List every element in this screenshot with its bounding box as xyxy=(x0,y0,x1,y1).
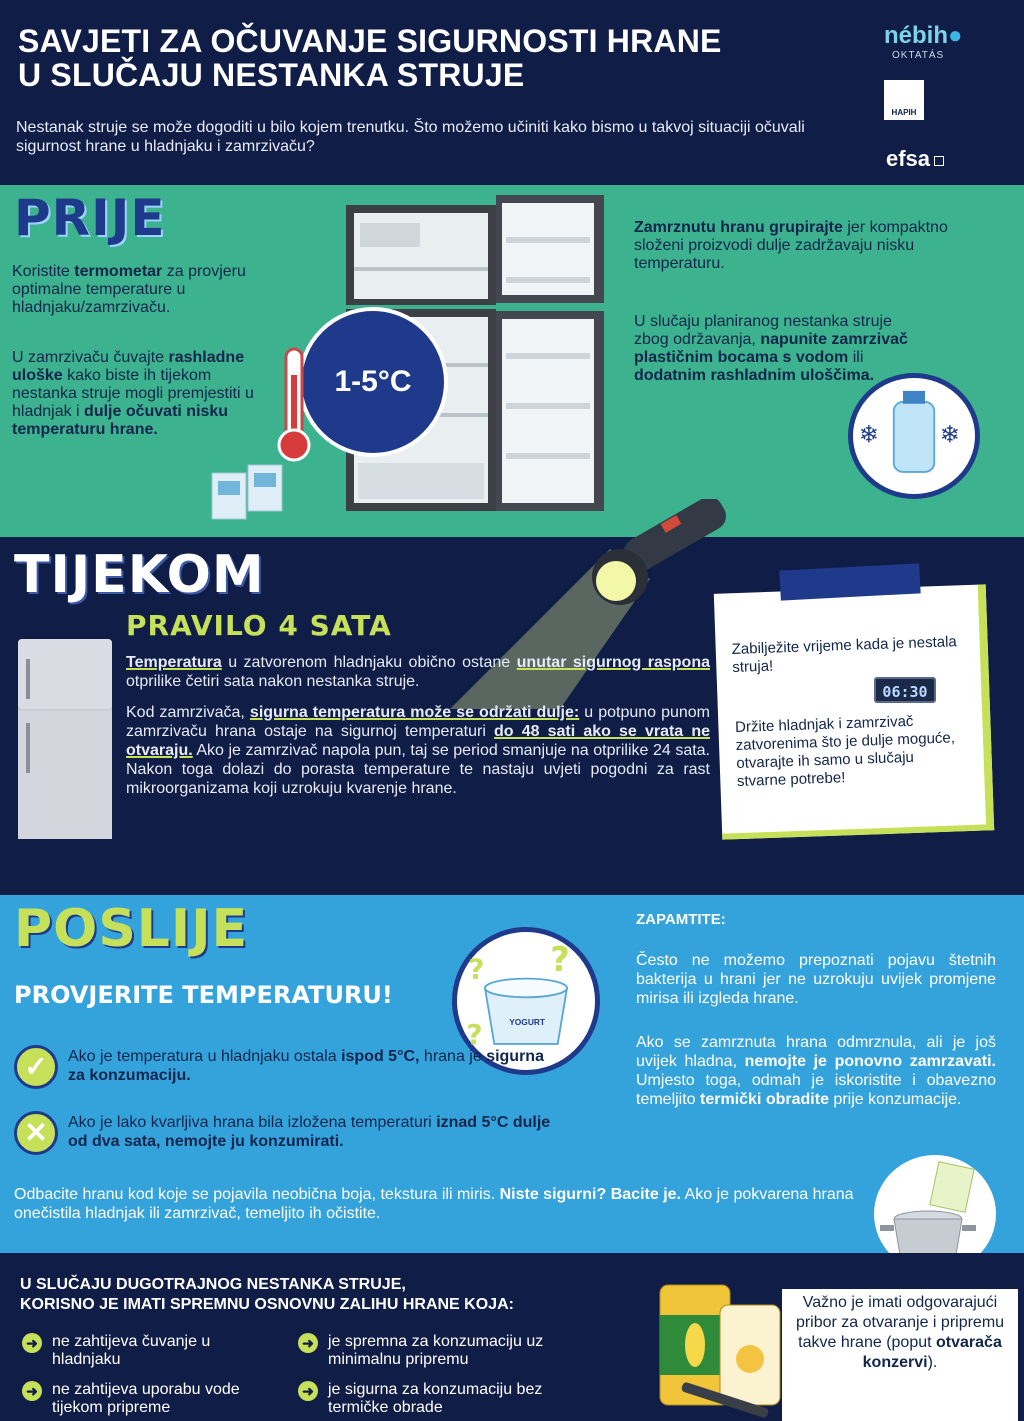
cross-icon: ✕ xyxy=(14,1111,58,1155)
text-bold: napunite zamrzivač plastičnim bocama s vodom xyxy=(634,331,908,366)
opener-tip xyxy=(782,1289,1018,1421)
list-item-text: je sigurna za konzumaciju bez termičke obrade xyxy=(328,1381,543,1416)
tijekom-body xyxy=(126,653,710,810)
bulb-icon: ● xyxy=(948,22,963,49)
remember-paragraph-1: Često ne možemo prepoznati pojavu štetnih bakterija u hrani jer ne uzrokuju uvijek promjene mirisa ili izgleda hrane. xyxy=(636,952,996,1007)
text-bold: unutar sigurnog raspona xyxy=(516,654,710,671)
text-run: kako biste ih tijekom nestanka struje mogli premjestiti u hladnjak i xyxy=(12,367,254,420)
arrow-right-icon: ➜ xyxy=(22,1333,42,1353)
note-record-time: Zabilježite vrijeme kada je nestala struja! xyxy=(731,633,958,677)
nebih-logo-text: nébih xyxy=(884,22,948,49)
text-bold: sigurna za konzumaciju. xyxy=(68,1048,544,1084)
intro-text: Nestanak struje se može dogoditi u bilo kojem trenutku. Što možemo učiniti kako bismo u takvoj situaciji očuvali sigurnost hrane u hladnjaku i zamrzivaču? xyxy=(16,119,805,155)
list-item-text: ne zahtijeva uporabu vode tijekom pripreme xyxy=(52,1381,240,1416)
heading-line-2: KORISNO JE IMATI SPREMNU OSNOVNU ZALIHU HRANE KOJA: xyxy=(20,1296,514,1313)
text-run: Odbacite hranu kod koje se pojavila neobična boja, tekstura ili miris. xyxy=(14,1186,500,1203)
text-run: U slučaju planiranog nestanka struje zbog održavanja, xyxy=(634,313,892,348)
text-run: jer kompaktno složeni proizvodi dulje zadržavaju nisku temperaturu. xyxy=(634,219,948,272)
section-long-outage xyxy=(0,1253,1024,1421)
remember-heading: ZAPAMTITE: xyxy=(636,911,726,928)
pravilo-subtitle: PRAVILO 4 SATA xyxy=(126,609,392,642)
svg-text:?: ? xyxy=(466,1017,483,1051)
text-run: za provjeru optimalne temperature u hladnjaku/zamrzivaču. xyxy=(12,263,246,316)
temperature-badge: 1-5°C xyxy=(298,307,448,457)
check-safe-text xyxy=(68,1047,548,1085)
heading-line-1: U SLUČAJU DUGOTRAJNOG NESTANKA STRUJE, xyxy=(20,1276,406,1293)
text-run: u zatvorenom hladnjaku obično ostane xyxy=(221,654,517,671)
text-bold: Zamrznutu hranu grupirajte xyxy=(634,219,843,236)
arrow-right-icon: ➜ xyxy=(298,1381,318,1401)
text-bold: dulje očuvati nisku temperaturu hrane. xyxy=(12,403,229,438)
page-title xyxy=(18,24,722,92)
svg-text:❄: ❄ xyxy=(939,420,960,449)
efsa-logo xyxy=(886,146,944,172)
tijekom-paragraph-2 xyxy=(126,703,710,798)
text-run: otprilike četiri sata nakon nestanka struje. xyxy=(126,673,420,690)
text-run: ili xyxy=(848,349,864,366)
tijekom-paragraph-1 xyxy=(126,653,710,691)
list-item xyxy=(22,1333,272,1369)
title-line-1: SAVJETI ZA OČUVANJE SIGURNOSTI HRANE xyxy=(18,23,722,59)
text-run: Ako je zamrzivač napola pun, taj se period smanjuje na otprilike 24 sata. xyxy=(192,742,710,759)
text-run: prije konzumacije. xyxy=(828,1091,962,1108)
remember-paragraph-2 xyxy=(636,1033,996,1109)
text-bold: ispod 5°C, xyxy=(341,1048,420,1065)
list-item xyxy=(22,1381,272,1417)
text-run: u potpuno punom zamrzivaču hrana ostaje na sigurnoj temperaturi xyxy=(126,704,711,740)
text-bold: rashladne uloške xyxy=(12,349,245,384)
prije-group-frozen-tip xyxy=(634,219,954,273)
prije-title: PRIJE xyxy=(14,189,166,247)
check-temperature-heading: PROVJERITE TEMPERATURU! xyxy=(14,981,393,1009)
text-bold: nemojte je ponovno zamrzavati. xyxy=(744,1053,996,1070)
closed-fridge-icon xyxy=(16,637,114,841)
arrow-right-icon: ➜ xyxy=(22,1381,42,1401)
header xyxy=(0,0,1024,185)
text-bold: termički obradite xyxy=(700,1091,829,1108)
eu-flag-icon xyxy=(934,156,944,166)
text-bold: termometar xyxy=(74,263,163,280)
tijekom-title: TIJEKOM xyxy=(14,545,265,605)
section-tijekom xyxy=(0,537,1024,895)
section-poslije xyxy=(0,895,1024,1253)
efsa-logo-text: efsa xyxy=(886,146,931,171)
text-run: Ako je temperatura u hladnjaku ostala xyxy=(68,1048,342,1065)
text-run: hrana je xyxy=(419,1048,487,1065)
text-run: Kod zamrzivača, xyxy=(126,704,250,721)
list-item-text: ne zahtijeva čuvanje u hladnjaku xyxy=(52,1333,211,1368)
check-unsafe-item xyxy=(14,1109,574,1159)
note-keep-closed: Držite hladnjak i zamrzivač zatvorenima što je dulje moguće, otvarajte ih samo u slučaju stvarne potrebe! xyxy=(734,712,956,790)
section-prije xyxy=(0,185,1024,537)
long-outage-heading xyxy=(20,1275,514,1315)
check-safe-item xyxy=(14,1043,574,1093)
poslije-title: POSLIJE xyxy=(14,899,249,959)
prije-cooling-packs-tip xyxy=(12,349,272,439)
text-run: Umjesto toga, odmah je iskoristite i obavezno temeljito xyxy=(636,1072,996,1108)
text-bold: do 48 sati ako se vrata ne otvaraju. xyxy=(126,723,710,759)
water-bottle-icon xyxy=(848,373,980,499)
text-run: ). xyxy=(927,1354,938,1371)
hapih-logo: HAPIH xyxy=(884,80,924,120)
list-item xyxy=(298,1381,548,1417)
check-unsafe-text xyxy=(68,1113,568,1151)
digital-clock: 06:30 xyxy=(874,677,936,703)
text-run: U zamrzivaču čuvajte xyxy=(12,349,169,366)
cooling-pack-icon xyxy=(210,463,286,523)
nebih-logo xyxy=(884,22,963,61)
text-run: Ako je pokvarena hrana onečistila hladnjak ili zamrzivač, temeljito ih očistite. xyxy=(14,1186,854,1222)
text-bold: sigurna temperatura može se održati dulje: xyxy=(249,704,580,721)
text-bold: iznad 5°C dulje od dva sata, nemojte ju konzumirati. xyxy=(68,1114,551,1150)
prije-thermometer-tip xyxy=(12,263,312,317)
text-run: Važno je imati odgovarajući pribor za otvaranje i pripremu takve hrane (poput xyxy=(795,1294,1005,1351)
text-run: Koristite xyxy=(12,263,75,280)
arrow-right-icon: ➜ xyxy=(298,1333,318,1353)
text-bold: Temperatura xyxy=(126,654,222,671)
text-bold: dodatnim rashladnim uloščima. xyxy=(634,367,875,384)
canned-food-icon xyxy=(650,1275,790,1421)
prije-planned-outage-tip xyxy=(634,313,924,385)
title-line-2: U SLUČAJU NESTANKA STRUJE xyxy=(18,57,525,93)
svg-text:?: ? xyxy=(468,952,485,986)
discard-text xyxy=(14,1185,874,1223)
svg-text:❄: ❄ xyxy=(858,420,879,449)
water-bottle-drawing xyxy=(853,378,975,494)
text-run: Ako se zamrznuta hrana odmrznula, ali je još uvijek hladna, xyxy=(636,1034,996,1070)
list-item-text: je spremna za konzumaciju uz minimalnu pripremu xyxy=(328,1333,544,1368)
thermometer-icon xyxy=(272,345,316,465)
text-run: Nakon toga dolazi do porasta temperature te nastaju uvjeti pogodni za rast mikroorganizama koji uzrokuju kvarenje hrane. xyxy=(126,761,710,797)
text-run: Ako je lako kvarljiva hrana bila izložena temperaturi xyxy=(68,1114,437,1131)
list-item xyxy=(298,1333,548,1369)
text-bold: otvarača konzervi xyxy=(862,1334,1002,1371)
text-bold: Niste sigurni? Bacite je. xyxy=(499,1186,681,1203)
nebih-logo-sub: OKTATÁS xyxy=(892,50,945,61)
svg-text:?: ? xyxy=(550,940,570,980)
checkmark-icon: ✓ xyxy=(14,1045,58,1089)
yogurt-label: YOGURT xyxy=(509,1017,546,1028)
